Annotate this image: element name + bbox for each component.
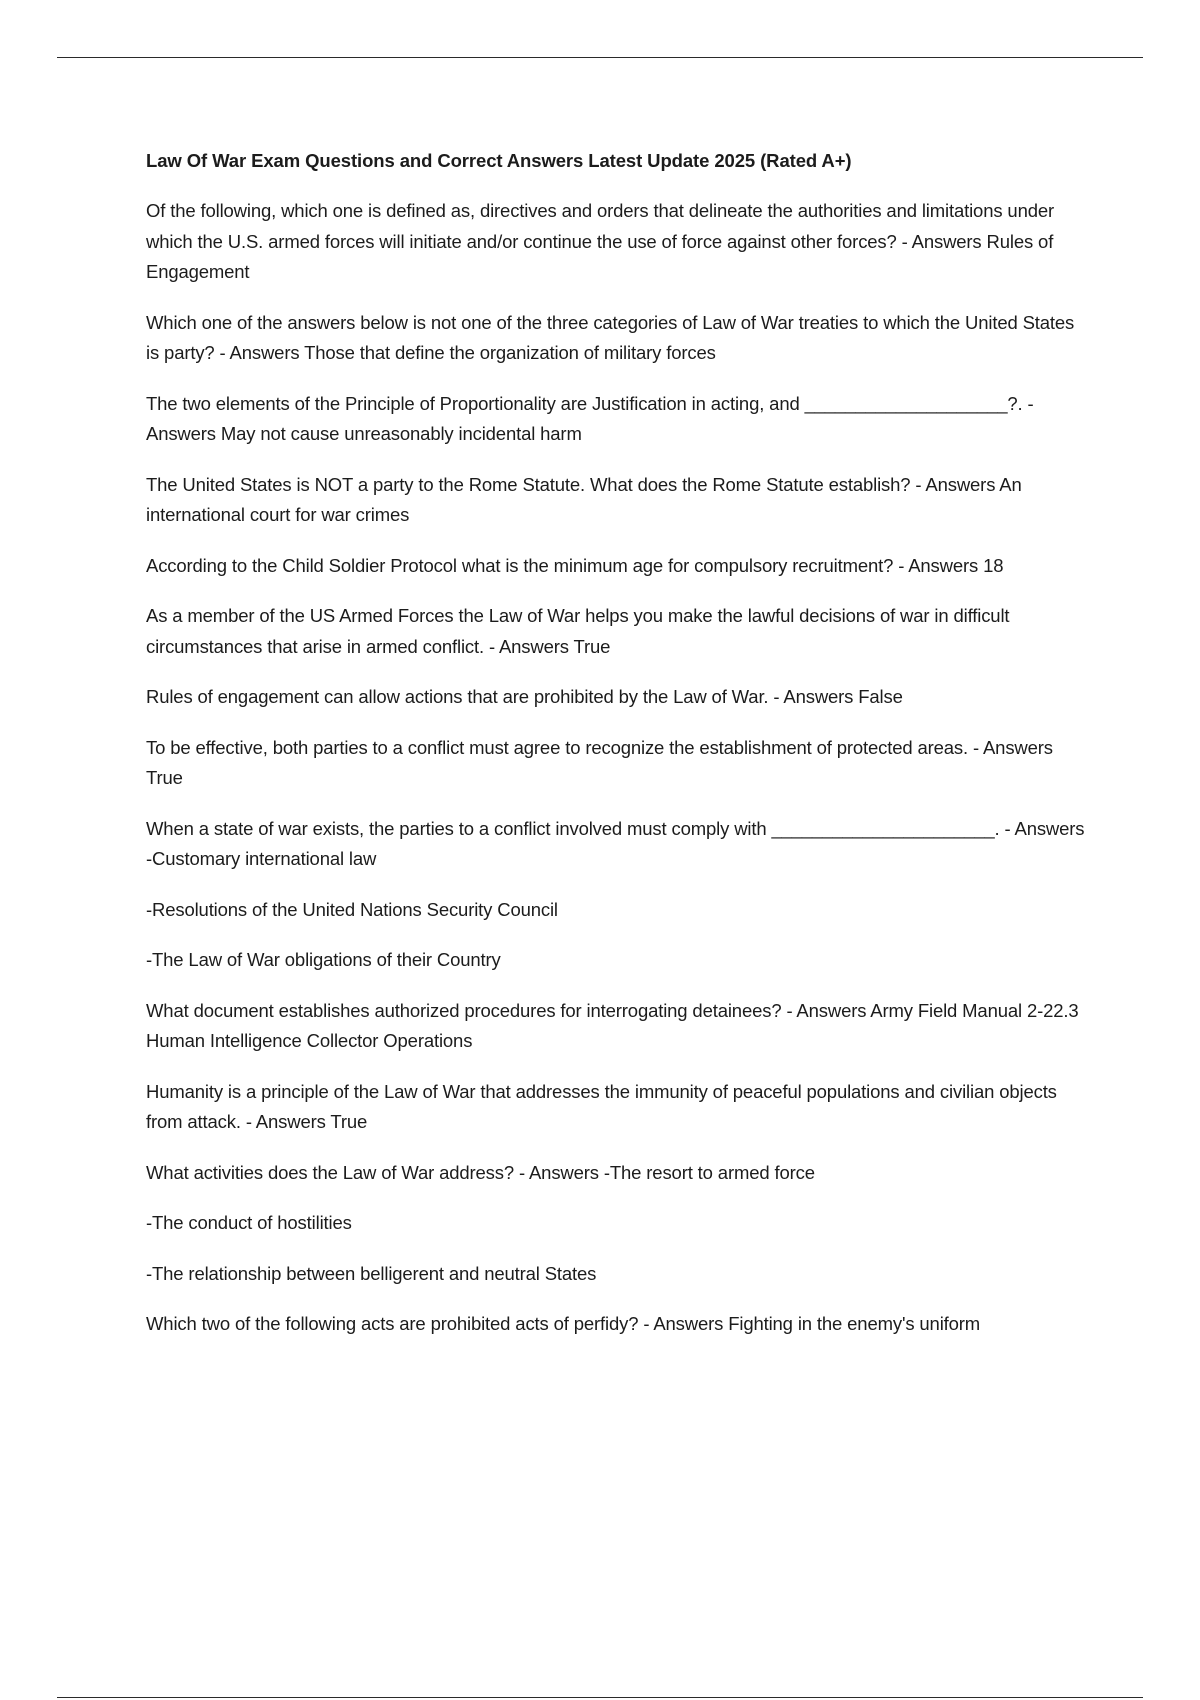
document-body — [146, 146, 1086, 1360]
qa-paragraph-6: As a member of the US Armed Forces the Law of War helps you make the lawful decisions of war in difficult circumstances that arise in armed conflict. - Answers True — [146, 605, 1010, 657]
page-bottom-rule — [57, 1697, 1143, 1698]
answer-list-item: -The conduct of hostilities — [146, 1212, 352, 1233]
qa-paragraph-2: Which one of the answers below is not one of the three categories of Law of War treaties to which the United States is party? - Answers Those that define the organization of military forces — [146, 311, 1075, 363]
qa-paragraph-5: According to the Child Soldier Protocol what is the minimum age for compulsory recruitment? - Answers 18 — [146, 554, 1004, 576]
qa-paragraph-12: What activities does the Law of War address? - Answers -The resort to armed force — [146, 1161, 815, 1183]
qa-paragraph-4: The United States is NOT a party to the Rome Statute. What does the Rome Statute establish? - Answers An international court for war crimes — [146, 473, 1022, 525]
answer-list-item: -Resolutions of the United Nations Security Council — [146, 898, 558, 920]
qa-paragraph-1: Of the following, which one is defined as, directives and orders that delineate the authorities and limitations under which the U.S. armed forces will initiate and/or continue the use of force against other forces? - Answers Rules of Engagement — [146, 200, 1054, 282]
qa-paragraph-10: What document establishes authorized procedures for interrogating detainees? - Answers Army Field Manual 2-22.3 Human Intelligence Collector Operations — [146, 999, 1079, 1051]
page-top-rule — [57, 57, 1143, 58]
qa-paragraph-3: The two elements of the Principle of Proportionality are Justification in acting, and ____________________?. - Answers May not cause unreasonably incidental harm — [146, 392, 1034, 444]
answer-list-item: -The Law of War obligations of their Country — [146, 949, 501, 970]
qa-paragraph-13: Which two of the following acts are prohibited acts of perfidy? - Answers Fighting in the enemy's uniform — [146, 1313, 981, 1334]
qa-paragraph-9: When a state of war exists, the parties to a conflict involved must comply with ______________________. - Answers -Customary international law — [146, 817, 1085, 869]
qa-paragraph-11: Humanity is a principle of the Law of War that addresses the immunity of peaceful populations and civilian objects from attack. - Answers True — [146, 1080, 1057, 1132]
answer-list-item: -The relationship between belligerent and neutral States — [146, 1262, 597, 1284]
document-title: Law Of War Exam Questions and Correct Answers Latest Update 2025 (Rated A+) — [146, 150, 852, 171]
qa-paragraph-8: To be effective, both parties to a conflict must agree to recognize the establishment of protected areas. - Answers True — [146, 736, 1053, 788]
qa-paragraph-7: Rules of engagement can allow actions that are prohibited by the Law of War. - Answers False — [146, 686, 903, 707]
